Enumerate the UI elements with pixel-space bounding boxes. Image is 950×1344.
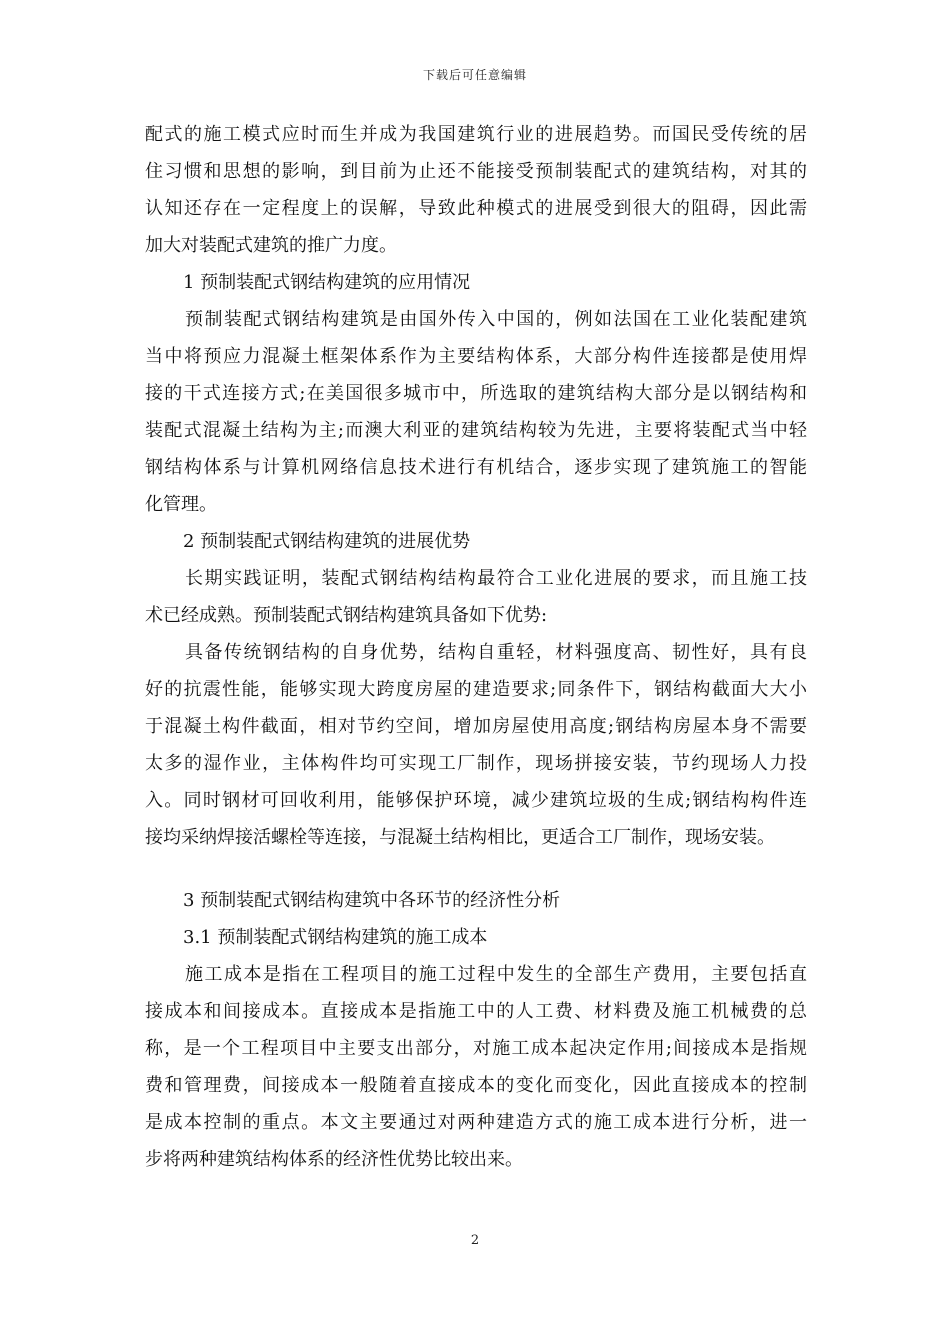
page-header-note: 下载后可任意编辑: [422, 68, 527, 82]
body-line: 化管理。: [145, 494, 217, 515]
body-line: 接均采纳焊接活螺栓等连接，与混凝土结构相比，更适合工厂制作，现场安装。: [145, 827, 775, 848]
subsection-heading-3-1: 3.1 预制装配式钢结构建筑的施工成本: [183, 927, 488, 948]
body-line: 于混凝土构件截面，相对节约空间，增加房屋使用高度;钢结构房屋本身不需要: [145, 716, 807, 737]
body-line: 步将两种建筑结构体系的经济性优势比较出来。: [145, 1149, 523, 1170]
body-line: 认知还存在一定程度上的误解，导致此种模式的进展受到很大的阻碍，因此需: [145, 198, 807, 219]
paragraph-spacer: [145, 856, 807, 882]
body-line: 装配式混凝土结构为主;而澳大利亚的建筑结构较为先进，主要将装配式当中轻: [145, 420, 807, 441]
body-line: 是成本控制的重点。本文主要通过对两种建造方式的施工成本进行分析，进一: [145, 1112, 807, 1133]
body-line: 接的干式连接方式;在美国很多城市中，所选取的建筑结构大部分是以钢结构和: [145, 383, 807, 404]
section-heading-1: 1 预制装配式钢结构建筑的应用情况: [183, 272, 471, 293]
body-line: 称，是一个工程项目中主要支出部分，对施工成本起决定作用;间接成本是指规: [145, 1038, 807, 1059]
body-line: 具备传统钢结构的自身优势，结构自重轻，材料强度高、韧性好，具有良: [185, 642, 807, 663]
body-line: 术已经成熟。预制装配式钢结构建筑具备如下优势:: [145, 605, 548, 626]
body-line: 加大对装配式建筑的推广力度。: [145, 235, 397, 256]
body-line: 预制装配式钢结构建筑是由国外传入中国的，例如法国在工业化装配建筑: [185, 309, 807, 330]
body-line: 住习惯和思想的影响，到目前为止还不能接受预制装配式的建筑结构，对其的: [145, 161, 807, 182]
body-line: 长期实践证明，装配式钢结构结构最符合工业化进展的要求，而且施工技: [185, 568, 807, 589]
section-heading-3: 3 预制装配式钢结构建筑中各环节的经济性分析: [183, 890, 561, 911]
body-line: 钢结构体系与计算机网络信息技术进行有机结合，逐步实现了建筑施工的智能: [145, 457, 807, 478]
body-line: 配式的施工模式应时而生并成为我国建筑行业的进展趋势。而国民受传统的居: [145, 124, 807, 145]
body-line: 施工成本是指在工程项目的施工过程中发生的全部生产费用，主要包括直: [185, 964, 807, 985]
page-number: 2: [470, 1233, 480, 1248]
body-line: 太多的湿作业，主体构件均可实现工厂制作，现场拼接安装，节约现场人力投: [145, 753, 807, 774]
document-body: [145, 116, 807, 1178]
section-heading-2: 2 预制装配式钢结构建筑的进展优势: [183, 531, 471, 552]
body-line: 接成本和间接成本。直接成本是指施工中的人工费、材料费及施工机械费的总: [145, 1001, 807, 1022]
body-line: 好的抗震性能，能够实现大跨度房屋的建造要求;同条件下，钢结构截面大大小: [145, 679, 807, 700]
body-line: 入。同时钢材可回收利用，能够保护环境，减少建筑垃圾的生成;钢结构构件连: [145, 790, 807, 811]
body-line: 当中将预应力混凝土框架体系作为主要结构体系，大部分构件连接都是使用焊: [145, 346, 807, 367]
body-line: 费和管理费，间接成本一般随着直接成本的变化而变化，因此直接成本的控制: [145, 1075, 807, 1096]
